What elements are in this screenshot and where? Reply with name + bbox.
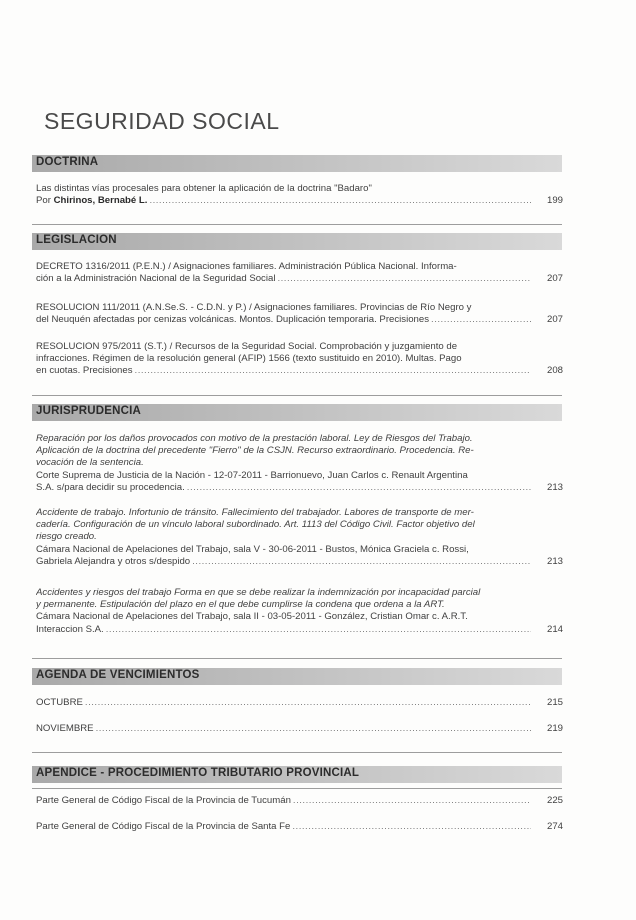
divider bbox=[32, 395, 562, 396]
entry-text: Parte General de Código Fiscal de la Provincia de Santa Fe bbox=[36, 821, 291, 832]
leader-dots bbox=[96, 723, 531, 735]
divider bbox=[32, 788, 562, 789]
entry-court: Corte Suprema de Justicia de la Nación - 12-07-2011 - Barrionuevo, Juan Carlos c. Renault Argentina bbox=[36, 469, 468, 481]
entry-court: Cámara Nacional de Apelaciones del Trabajo, sala II - 03-05-2011 - González, Cristian Omar c. A.R.T. bbox=[36, 611, 468, 623]
entry-summary: cadería. Configuración de un vínculo laboral subordinado. Art. 1113 del Código Civil. Factor objetivo del bbox=[36, 519, 475, 531]
entry-summary: vocación de la sentencia. bbox=[36, 457, 144, 469]
toc-entry[interactable] bbox=[36, 183, 563, 207]
divider bbox=[32, 752, 562, 753]
leader-dots bbox=[192, 556, 531, 568]
leader-dots bbox=[292, 821, 531, 833]
entry-summary: Accidente de trabajo. Infortunio de tránsito. Fallecimiento del trabajador. Labores de transporte de mer- bbox=[36, 507, 474, 518]
leader-dots bbox=[431, 314, 531, 326]
section-header-agenda bbox=[32, 668, 562, 685]
entry-summary: Aplicación de la doctrina del precedente "Fierro" de la CSJN. Recurso extraordinario. Procedencia. Re- bbox=[36, 445, 474, 457]
toc-entry[interactable] bbox=[36, 433, 563, 494]
page-number: 219 bbox=[546, 723, 563, 734]
entry-text: RESOLUCION 975/2011 (S.T.) / Recursos de la Seguridad Social. Comprobación y juzgamiento de bbox=[36, 341, 458, 352]
entry-text: Parte General de Código Fiscal de la Provincia de Tucumán bbox=[36, 795, 291, 806]
toc-entry-noviembre[interactable] bbox=[36, 723, 563, 735]
section-header-apendice bbox=[32, 766, 562, 783]
entry-author-line: Por Chirinos, Bernabé L. bbox=[36, 195, 148, 207]
toc-entry[interactable] bbox=[36, 302, 563, 326]
entry-text: infracciones. Régimen de la resolución general (AFIP) 1566 (texto sustituido en 2010). Multas. Pago bbox=[36, 353, 462, 365]
toc-entry[interactable] bbox=[36, 261, 563, 285]
leader-dots bbox=[293, 795, 531, 807]
divider bbox=[32, 658, 562, 659]
entry-court: Gabriela Alejandra y otros s/despido bbox=[36, 555, 191, 567]
entry-text: NOVIEMBRE bbox=[36, 723, 94, 734]
section-header-legislacion bbox=[32, 233, 562, 250]
section-heading: DOCTRINA bbox=[36, 156, 99, 168]
section-heading: LEGISLACION bbox=[36, 234, 117, 246]
entry-summary: y permanente. Estipulación del plazo en el que debe cumplirse la condena que ordena a la ART. bbox=[36, 599, 445, 611]
entry-text: RESOLUCION 111/2011 (A.N.Se.S. - C.D.N. y P.) / Asignaciones familiares. Provincias de Río Negro y bbox=[36, 302, 472, 313]
entry-text: ción a la Administración Nacional de la Seguridad Social bbox=[36, 273, 276, 285]
page-number: 213 bbox=[546, 555, 563, 567]
page-number: 207 bbox=[546, 273, 563, 285]
section-heading: JURISPRUDENCIA bbox=[36, 405, 142, 417]
page-number: 274 bbox=[546, 821, 563, 832]
entry-text: del Neuquén afectadas por cenizas volcánicas. Montos. Duplicación temporaria. Precisiones bbox=[36, 314, 430, 326]
entry-court: Cámara Nacional de Apelaciones del Trabajo, sala V - 30-06-2011 - Bustos, Mónica Graciela c. Rossi, bbox=[36, 543, 469, 555]
toc-entry-octubre[interactable] bbox=[36, 697, 563, 709]
section-heading: APENDICE - PROCEDIMIENTO TRIBUTARIO PROVINCIAL bbox=[36, 767, 360, 779]
page-number: 199 bbox=[546, 195, 563, 207]
page-number: 213 bbox=[546, 481, 563, 493]
entry-title: Las distintas vías procesales para obtener la aplicación de la doctrina "Badaro" bbox=[36, 183, 372, 194]
leader-dots bbox=[187, 482, 531, 494]
entry-court: S.A. s/para decidir su procedencia. bbox=[36, 481, 185, 493]
page-number: 225 bbox=[546, 795, 563, 806]
entry-text: OCTUBRE bbox=[36, 697, 83, 708]
entry-summary: riesgo creado. bbox=[36, 531, 97, 543]
leader-dots bbox=[135, 365, 531, 377]
section-heading: AGENDA DE VENCIMIENTOS bbox=[36, 669, 200, 681]
author-name: Chirinos, Bernabé L. bbox=[53, 195, 148, 207]
section-header-doctrina bbox=[32, 155, 562, 172]
toc-entry[interactable] bbox=[36, 821, 563, 833]
leader-dots bbox=[85, 697, 531, 709]
entry-summary: Accidentes y riesgos del trabajo Forma en que se debe realizar la indemnización por incapacidad parcial bbox=[36, 587, 481, 598]
page-number: 207 bbox=[546, 314, 563, 326]
page-number: 214 bbox=[546, 623, 563, 635]
divider bbox=[32, 224, 562, 225]
page-number: 208 bbox=[546, 365, 563, 377]
leader-dots bbox=[106, 624, 531, 636]
page-number: 215 bbox=[546, 697, 563, 708]
toc-entry[interactable] bbox=[36, 341, 563, 378]
page-title: SEGURIDAD SOCIAL bbox=[44, 108, 280, 134]
toc-entry[interactable] bbox=[36, 587, 563, 636]
toc-entry[interactable] bbox=[36, 795, 563, 807]
entry-text: DECRETO 1316/2011 (P.E.N.) / Asignaciones familiares. Administración Pública Nacional. Informa- bbox=[36, 261, 457, 272]
entry-court: Interaccion S.A. bbox=[36, 623, 104, 635]
section-header-jurisprudencia bbox=[32, 404, 562, 421]
leader-dots bbox=[277, 273, 531, 285]
entry-summary: Reparación por los daños provocados con motivo de la prestación laboral. Ley de Riesgos del Trabajo. bbox=[36, 433, 473, 444]
leader-dots bbox=[149, 195, 531, 207]
entry-text: en cuotas. Precisiones bbox=[36, 365, 133, 377]
toc-entry[interactable] bbox=[36, 507, 563, 568]
